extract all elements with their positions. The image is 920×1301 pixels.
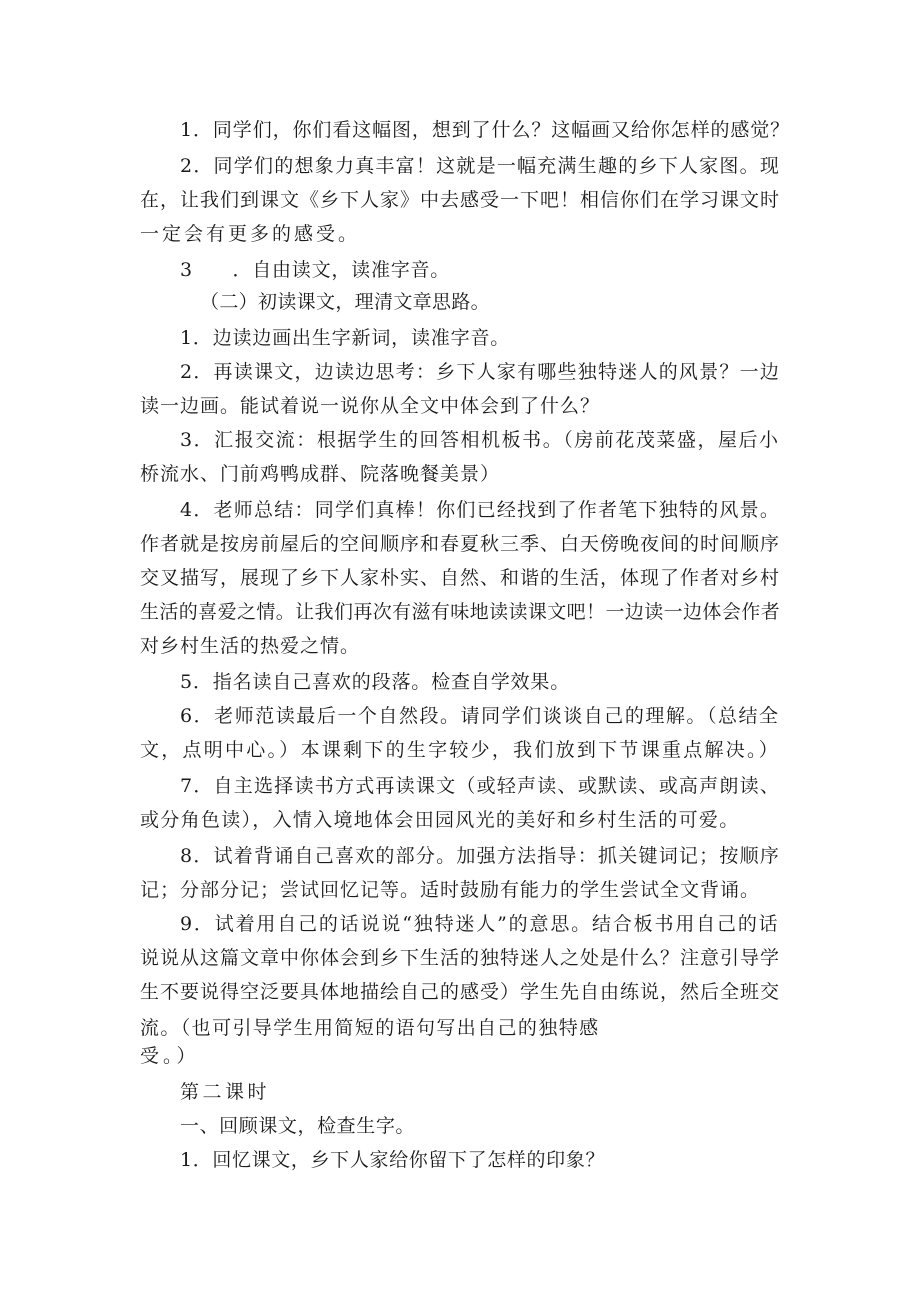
text-line: 1．边读边画出生字新词，读准字音。 <box>180 327 511 349</box>
text-line: 1．同学们，你们看这幅图，想到了什么？这幅画又给你怎样的感觉？ <box>180 119 791 141</box>
text-line: 读一边画。能试着说一说你从全文中体会到了什么？ <box>140 395 601 417</box>
text-line: 生不要说得空泛要具体地描绘自己的感受）学生先自由练说，然后全班交 <box>140 981 781 1003</box>
text-line: 作者就是按房前屋后的空间顺序和春夏秋三季、白天傍晚夜间的时间顺序 <box>140 533 781 555</box>
text-line: 受。） <box>140 1045 200 1067</box>
text-line: 对乡村生活的热爱之情。 <box>140 635 361 657</box>
text-line: 7．自主选择读书方式再读课文（或轻声读、或默读、或高声朗读、 <box>180 775 781 797</box>
text-line: 3．汇报交流：根据学生的回答相机板书。（房前花茂菜盛，屋后小 <box>180 429 780 451</box>
text-line: 9．试着用自己的话说说“独特迷人”的意思。结合板书用自己的话 <box>180 913 780 935</box>
text-line: 记；分部分记；尝试回忆记等。适时鼓励有能力的学生尝试全文背诵。 <box>140 879 761 901</box>
text-line: 说说从这篇文章中你体会到乡下生活的独特迷人之处是什么？注意引导学 <box>140 947 781 969</box>
text-line: 4．老师总结：同学们真棒！你们已经找到了作者笔下独特的风景。 <box>180 499 781 521</box>
text-line: 6．老师范读最后一个自然段。请同学们谈谈自己的理解。（总结全 <box>180 705 780 727</box>
text-line: （二）初读课文，理清文章思路。 <box>200 291 491 313</box>
text-line: 2．同学们的想象力真丰富！这就是一幅充满生趣的乡下人家图。现 <box>180 155 781 177</box>
text-line: 一定会有更多的感受。 <box>140 223 361 245</box>
text-line: 文，点明中心。）本课剩下的生字较少，我们放到下节课重点解决。） <box>140 739 781 761</box>
text-line: 流。（也可引导学生用简短的语句写出自己的独特感 <box>140 1017 600 1039</box>
text-line: 一、回顾课文，检查生字。 <box>180 1115 416 1137</box>
text-line: 5．指名读自己喜欢的段落。检查自学效果。 <box>180 671 571 693</box>
text-line: 1．回忆课文，乡下人家给你留下了怎样的印象？ <box>180 1149 606 1171</box>
text-line: 或分角色读），入情入境地体会田园风光的美好和乡村生活的可爱。 <box>140 809 740 831</box>
text-line: 交叉描写，展现了乡下人家朴实、自然、和谐的生活，体现了作者对乡村 <box>140 567 781 589</box>
text-line: 8．试着背诵自己喜欢的部分。加强方法指导：抓关键词记；按顺序 <box>180 845 781 867</box>
text-line: 生活的喜爱之情。让我们再次有滋有味地读读课文吧！一边读一边体会作者 <box>140 601 781 623</box>
text-line: 桥流水、门前鸡鸭成群、院落晚餐美景） <box>140 463 501 485</box>
text-line: 2．再读课文，边读边思考：乡下人家有哪些独特迷人的风景？一边 <box>180 361 781 383</box>
text-line: 3 ．自由读文，读准字音。 <box>180 259 451 281</box>
text-line: 第二课时 <box>180 1081 271 1103</box>
text-line: 在，让我们到课文《乡下人家》中去感受一下吧！相信你们在学习课文时 <box>140 189 781 211</box>
